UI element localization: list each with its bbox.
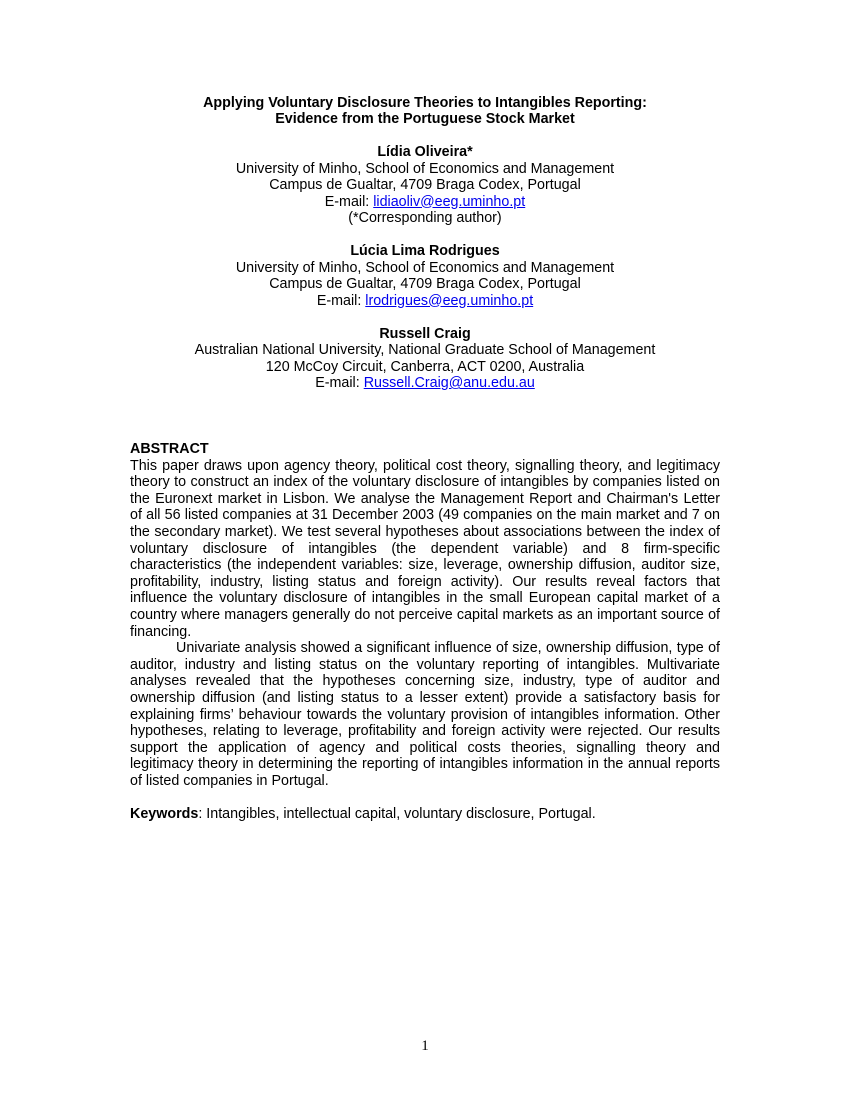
abstract-line: of all 56 listed companies at 31 December 2003 (49 companies on the main market and 7 on: [130, 507, 720, 524]
author-affiliation: University of Minho, School of Economics and Management: [235, 160, 615, 177]
abstract-line: financing.: [130, 623, 192, 640]
abstract-line: Univariate analysis showed a significant influence of size, ownership diffusion, type of: [176, 640, 720, 657]
abstract-line: voluntary disclosure of intangibles (the dependent variable) and 8 firm-specific: [130, 540, 720, 557]
author-affiliation: Australian National University, National Graduate School of Management: [194, 342, 656, 358]
abstract-section: [130, 441, 720, 823]
keywords-line: [130, 806, 720, 823]
abstract-line: of listed companies in Portugal.: [130, 772, 329, 789]
author-email-line: [0, 375, 850, 392]
abstract-line: country where managers generally do not perceive capital markets as an important source of: [130, 606, 720, 623]
author-name: Lídia Oliveira*: [377, 144, 473, 160]
author-email-link[interactable]: lidiaoliv@eeg.uminho.pt: [373, 193, 526, 210]
abstract-line: influence the voluntary disclosure of intangibles in the small European capital market of a: [130, 590, 720, 607]
paper-title-line-2: Evidence from the Portuguese Stock Market: [275, 111, 575, 127]
paper-title-line-1: Applying Voluntary Disclosure Theories to Intangibles Reporting:: [203, 95, 647, 111]
email-label: E-mail:: [315, 375, 364, 391]
page-number: 1: [421, 1038, 429, 1054]
author-email-line: [0, 293, 850, 310]
author-email-link[interactable]: lrodrigues@eeg.uminho.pt: [365, 292, 534, 309]
abstract-line: the secondary market). We test several hypotheses about associations between the index of: [130, 523, 720, 540]
author-affiliation: University of Minho, School of Economics and Management: [235, 259, 615, 276]
abstract-line: profitability, industry, listing status and foreign activity). Our results reveal factors that: [130, 573, 720, 590]
keywords-text: : Intangibles, intellectual capital, voluntary disclosure, Portugal.: [198, 806, 596, 823]
keywords-label: Keywords: [130, 806, 199, 823]
corresponding-note: (*Corresponding author): [348, 210, 502, 226]
abstract-line: legitimacy theory in determining the reporting of intangibles information in the annual reports: [130, 756, 720, 773]
abstract-heading: ABSTRACT: [130, 441, 209, 457]
abstract-line: auditor, industry and listing status on the voluntary reporting of intangibles. Multivariate: [130, 656, 720, 673]
email-label: E-mail:: [324, 193, 374, 210]
author-name: Russell Craig: [379, 325, 471, 342]
abstract-line: theory to construct an index of the voluntary disclosure of intangibles by companies listed on: [130, 474, 720, 491]
author-email-line: [0, 194, 850, 211]
abstract-line: explaining firms’ behaviour towards the voluntary provision of intangibles information. Other: [130, 706, 720, 723]
author-address: Campus de Gualtar, 4709 Braga Codex, Portugal: [269, 177, 581, 193]
author-name: Lúcia Lima Rodrigues: [350, 243, 500, 259]
abstract-line: This paper draws upon agency theory, political cost theory, signalling theory, and legitimacy: [130, 457, 720, 474]
abstract-line: characteristics (the independent variables: size, leverage, ownership diffusion, auditor size,: [130, 557, 720, 574]
author-address: 120 McCoy Circuit, Canberra, ACT 0200, Australia: [265, 358, 585, 375]
abstract-paragraph-2: [130, 640, 720, 789]
abstract-line: analyses revealed that the hypotheses concerning size, industry, type of auditor and: [130, 673, 720, 690]
email-label: E-mail:: [316, 292, 366, 309]
abstract-line: hypotheses, relating to leverage, profitability and foreign activity were rejected. Our results: [130, 723, 720, 740]
author-email-link[interactable]: Russell.Craig@anu.edu.au: [363, 375, 535, 391]
author-address: Campus de Gualtar, 4709 Braga Codex, Portugal: [269, 276, 581, 292]
abstract-line: the Euronext market in Lisbon. We analyse the Management Report and Chairman's Letter: [130, 490, 720, 507]
abstract-line: ownership diffusion (and listing status to a lesser extent) provide a satisfactory basis for: [130, 689, 720, 706]
abstract-paragraph-1: [130, 458, 720, 641]
abstract-line: support the application of agency and political costs theories, signalling theory and: [130, 739, 720, 756]
